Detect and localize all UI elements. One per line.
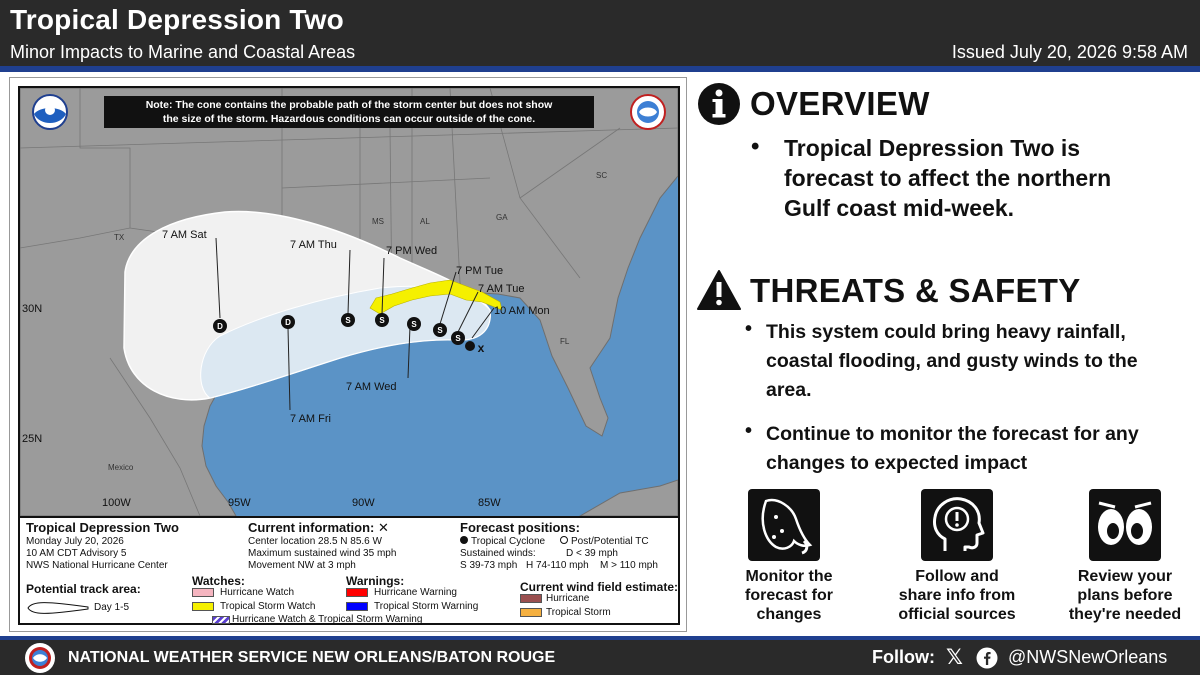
legend-wind-ts: Tropical Storm <box>546 607 611 618</box>
legend-post-potential: Post/Potential TC <box>560 536 649 547</box>
legend-center: NWS National Hurricane Center <box>26 560 168 571</box>
threats-title: THREATS & SAFETY <box>750 272 1081 309</box>
wind-hurricane-swatch <box>520 594 542 603</box>
label-7am-thu: 7 AM Thu <box>290 239 337 251</box>
cone-graphic-panel <box>9 77 687 632</box>
header-accent-line <box>0 66 1200 72</box>
legend-warnings-title: Warnings: <box>346 574 405 588</box>
page-subtitle: Minor Impacts to Marine and Coastal Areas <box>10 42 356 62</box>
legend-tropical-cyclone: Tropical Cyclone <box>460 536 545 547</box>
threats-bullet-2: • <box>745 420 753 442</box>
head-info-icon <box>921 489 993 561</box>
track-symbol-7pm-tue: S <box>437 326 443 335</box>
cone-map <box>20 88 678 516</box>
tile-monitor-forecast <box>748 489 820 561</box>
facebook-icon[interactable] <box>976 647 998 669</box>
threats-text-1 <box>766 318 1138 405</box>
overview-title: OVERVIEW <box>750 85 930 122</box>
threats-b1-line-3: area. <box>766 379 812 401</box>
country-label-mexico: Mexico <box>108 463 134 472</box>
wind-ts-swatch <box>520 608 542 617</box>
tile-label-monitor: Monitor the forecast for changes <box>744 568 834 623</box>
overview-text <box>784 133 1111 223</box>
state-label-tx: TX <box>114 233 125 242</box>
lon-label-100w: 100W <box>102 497 131 509</box>
legend-storm-name: Tropical Depression Two <box>26 520 179 535</box>
legend-forecast-positions-title: Forecast positions: <box>460 520 580 535</box>
overview-line-1: Tropical Depression Two is <box>784 135 1081 161</box>
lat-label-25n: 25N <box>22 433 43 445</box>
nws-logo <box>631 95 665 129</box>
filled-circle-icon <box>460 536 468 544</box>
state-label-al: AL <box>420 217 430 226</box>
legend-d-line: D < 39 mph <box>566 548 618 559</box>
info-icon <box>697 82 741 126</box>
hurricane-watch-swatch <box>192 588 214 597</box>
threats-b2-line-1: Continue to monitor the forecast for any <box>766 423 1139 445</box>
label-10am-mon: 10 AM Mon <box>494 305 550 317</box>
warning-triangle-icon <box>697 269 741 313</box>
footer-bar <box>0 640 1200 675</box>
tile-follow-share <box>921 489 993 561</box>
threats-bullet-1: • <box>745 318 753 340</box>
overview-bullet: • <box>751 133 760 160</box>
legend-combo: Hurricane Watch & Tropical Storm Warning <box>232 614 423 625</box>
legend-hurricane-watch: Hurricane Watch <box>220 587 295 598</box>
legend-s-line: S 39-73 mph <box>460 560 518 571</box>
current-position-x: x <box>477 341 485 355</box>
tile-review-plans <box>1089 489 1161 561</box>
legend-ts-warning: Tropical Storm Warning <box>374 601 479 612</box>
track-symbol-7pm-wed: S <box>379 316 385 325</box>
track-symbol-7am-sat: D <box>217 322 223 331</box>
issued-time: Issued July 20, 2026 9:58 AM <box>951 42 1188 62</box>
legend-current-info-title: Current information: ✕ <box>248 520 389 535</box>
hurricane-warning-swatch <box>346 588 368 597</box>
state-label-ga: GA <box>496 213 508 222</box>
ts-watch-swatch <box>192 602 214 611</box>
lon-label-95w: 95W <box>228 497 251 509</box>
legend-hurricane-warning: Hurricane Warning <box>374 587 457 598</box>
footer-follow-label: Follow: <box>872 647 935 667</box>
social-handle[interactable]: @NWSNewOrleans <box>1008 647 1168 667</box>
legend-wind-field-title: Current wind field estimate: <box>520 580 679 594</box>
lon-label-85w: 85W <box>478 497 501 509</box>
legend-sustained-winds: Sustained winds: <box>460 548 536 559</box>
footer-org-name: NATIONAL WEATHER SERVICE NEW ORLEANS/BATON ROUGE <box>68 649 556 666</box>
header-bar <box>0 0 1200 66</box>
legend-movement: Movement NW at 3 mph <box>248 560 356 571</box>
label-7am-sat: 7 AM Sat <box>162 229 207 241</box>
legend-ts-watch: Tropical Storm Watch <box>220 601 316 612</box>
current-position-symbol: ✕ <box>378 520 389 535</box>
legend-watches-title: Watches: <box>192 574 245 588</box>
track-symbol-7am-tue: S <box>455 334 461 343</box>
label-7pm-tue: 7 PM Tue <box>456 265 504 277</box>
page-title: Tropical Depression Two <box>10 4 344 35</box>
legend-day15: Day 1-5 <box>94 602 130 613</box>
label-7am-tue: 7 AM Tue <box>478 283 525 295</box>
cone-note-line-1: Note: The cone contains the probable path of the storm center but does not show <box>145 99 553 111</box>
track-symbol-7am-fri: D <box>285 318 291 327</box>
nws-footer-logo <box>24 642 56 674</box>
overview-line-2: forecast to affect the northern <box>784 165 1112 191</box>
cone-note-line-2: the size of the storm. Hazardous conditions can occur outside of the cone. <box>162 113 536 125</box>
legend-advisory: 10 AM CDT Advisory 5 <box>26 548 127 559</box>
track-symbol-7am-thu: S <box>345 316 351 325</box>
threats-text-2 <box>766 420 1139 478</box>
noaa-logo <box>33 95 67 129</box>
lat-label-30n: 30N <box>22 303 43 315</box>
threats-b1-line-1: This system could bring heavy rainfall, <box>766 321 1126 343</box>
ts-warning-swatch <box>346 602 368 611</box>
legend-m-line: M > 110 mph <box>600 560 658 571</box>
overview-line-3: Gulf coast mid-week. <box>784 195 1015 221</box>
legend-max-wind: Maximum sustained wind 35 mph <box>248 548 397 559</box>
combo-swatch <box>212 616 230 624</box>
track-point-extra <box>465 341 475 351</box>
x-social-icon[interactable]: 𝕏 <box>946 646 963 669</box>
state-label-ms: MS <box>372 217 384 226</box>
legend-center-location: Center location 28.5 N 85.6 W <box>248 536 382 547</box>
tile-label-review: Review your plans before they're needed <box>1068 568 1182 623</box>
legend-wind-hurricane: Hurricane <box>546 593 590 604</box>
state-label-fl: FL <box>560 337 570 346</box>
hurricane-icon <box>748 489 820 561</box>
label-7am-fri: 7 AM Fri <box>290 413 331 425</box>
label-7am-wed: 7 AM Wed <box>346 381 397 393</box>
cone-legend <box>20 516 678 623</box>
cone-map-frame <box>18 86 680 625</box>
legend-h-line: H 74-110 mph <box>526 560 589 571</box>
lon-label-90w: 90W <box>352 497 375 509</box>
threats-b2-line-2: changes to expected impact <box>766 452 1028 474</box>
state-label-sc: SC <box>596 171 608 180</box>
open-circle-icon <box>560 536 568 544</box>
threats-b1-line-2: coastal flooding, and gusty winds to the <box>766 350 1138 372</box>
legend-potential-track: Potential track area: <box>26 582 141 596</box>
cone-shape-icon <box>26 600 90 616</box>
label-7pm-wed: 7 PM Wed <box>386 245 438 257</box>
track-symbol-7am-wed: S <box>411 320 417 329</box>
tile-label-follow: Follow and share info from official sources <box>898 568 1016 623</box>
legend-date: Monday July 20, 2026 <box>26 536 124 547</box>
eyes-icon <box>1089 489 1161 561</box>
cone-note <box>104 96 594 128</box>
